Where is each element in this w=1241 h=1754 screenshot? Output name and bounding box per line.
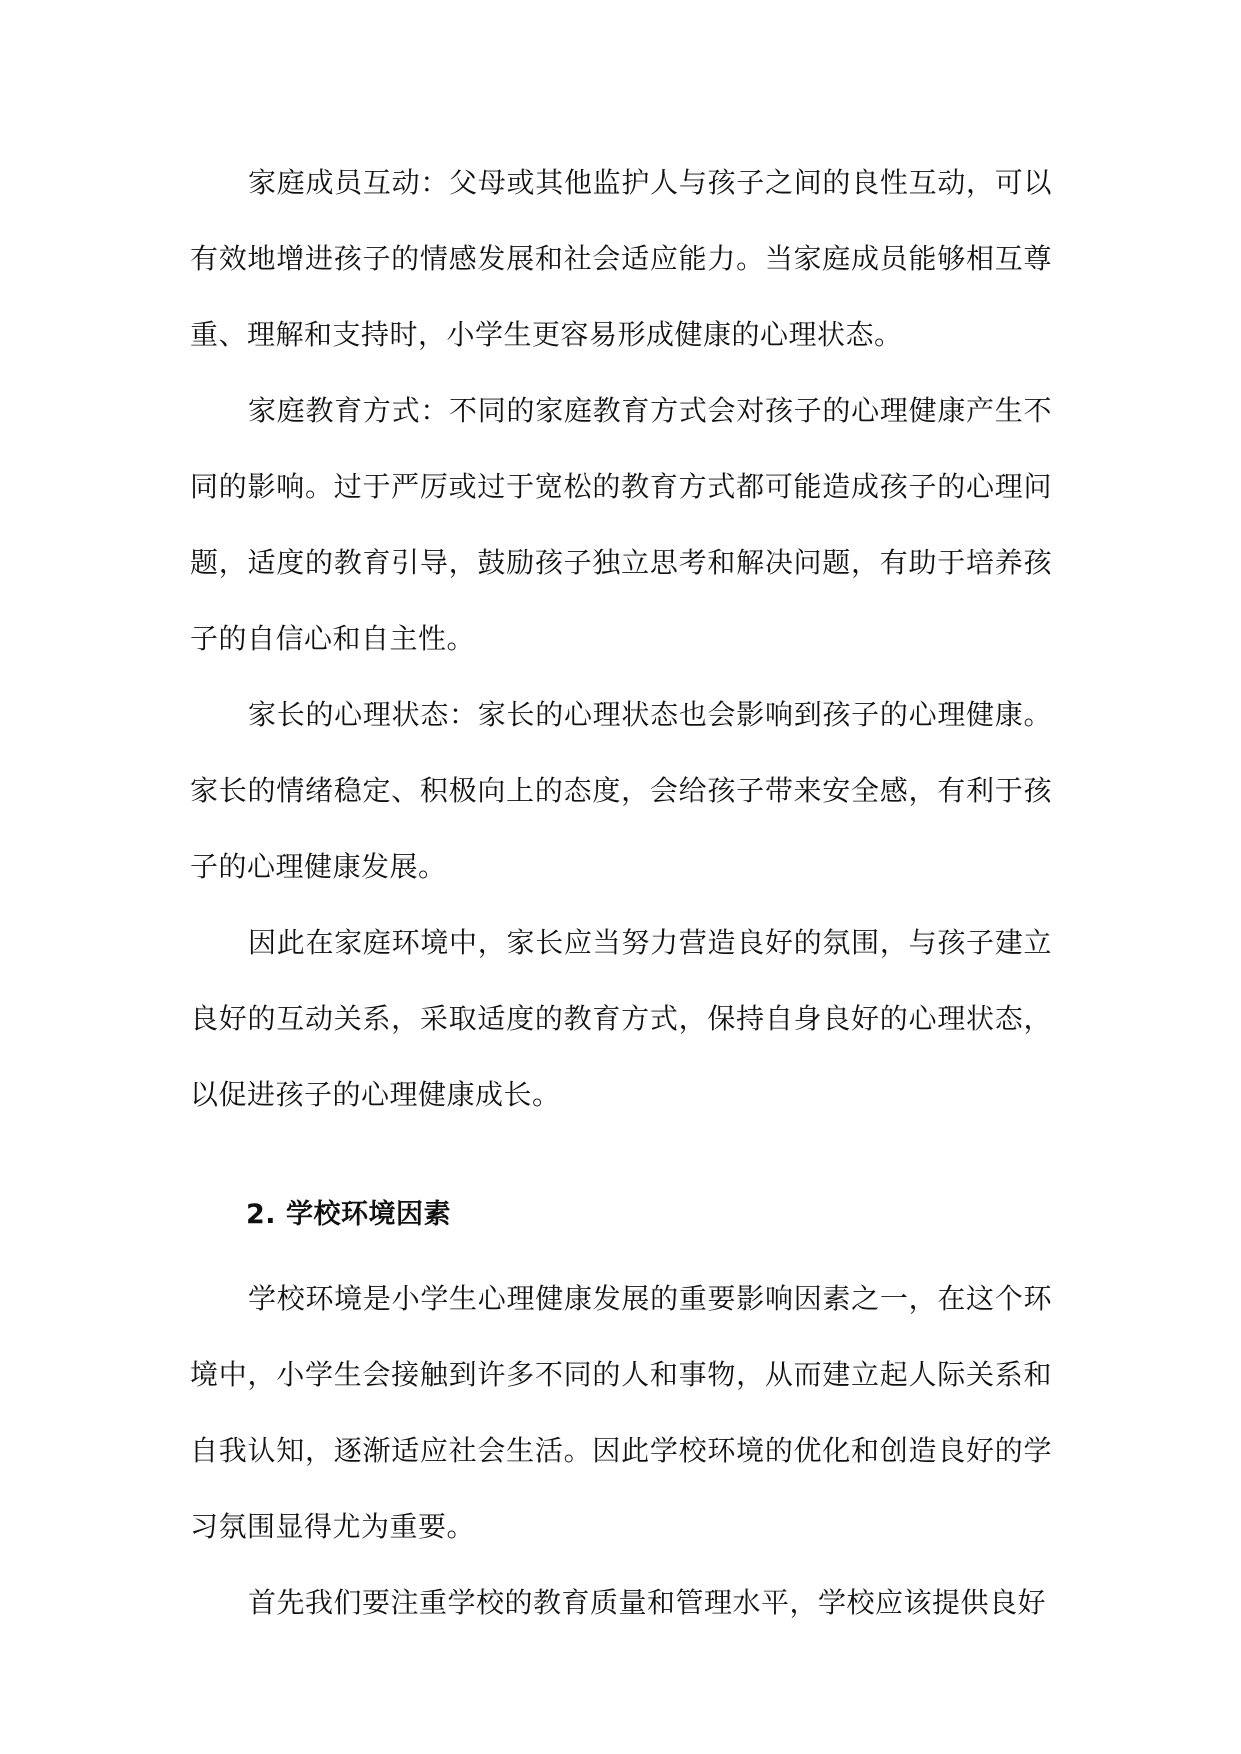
- paragraph-family-conclusion: 因此在家庭环境中，家长应当努力营造良好的氛围，与孩子建立良好的互动关系，采取适度的教育方式，保持自身良好的心理状态，以促进孩子的心理健康成长。: [190, 926, 1052, 1111]
- document-body: [190, 145, 1052, 1641]
- paragraph-parent-mental-state: 家长的心理状态：家长的心理状态也会影响到孩子的心理健康。家长的情绪稳定、积极向上的态度，会给孩子带来安全感，有利于孩子的心理健康发展。: [190, 698, 1052, 883]
- paragraph-family-interaction: 家庭成员互动：父母或其他监护人与孩子之间的良性互动，可以有效地增进孩子的情感发展和社会适应能力。当家庭成员能够相互尊重、理解和支持时，小学生更容易形成健康的心理状态。: [190, 166, 1052, 351]
- paragraph-education-quality: 首先我们要注重学校的教育质量和管理水平，学校应该提供良好: [248, 1586, 1047, 1619]
- section-number: 2.: [246, 1199, 277, 1230]
- paragraph-family-education-style: 家庭教育方式：不同的家庭教育方式会对孩子的心理健康产生不同的影响。过于严厉或过于宽松的教育方式都可能造成孩子的心理问题，适度的教育引导，鼓励孩子独立思考和解决问题，有助于培养孩子的自信心和自主性。: [190, 394, 1052, 655]
- section-heading: [246, 1195, 1052, 1235]
- section-title: 学校环境因素: [286, 1199, 451, 1230]
- paragraph-school-environment: 学校环境是小学生心理健康发展的重要影响因素之一，在这个环境中，小学生会接触到许多不同的人和事物，从而建立起人际关系和自我认知，逐渐适应社会生活。因此学校环境的优化和创造良好的学习氛围显得尤为重要。: [190, 1282, 1052, 1543]
